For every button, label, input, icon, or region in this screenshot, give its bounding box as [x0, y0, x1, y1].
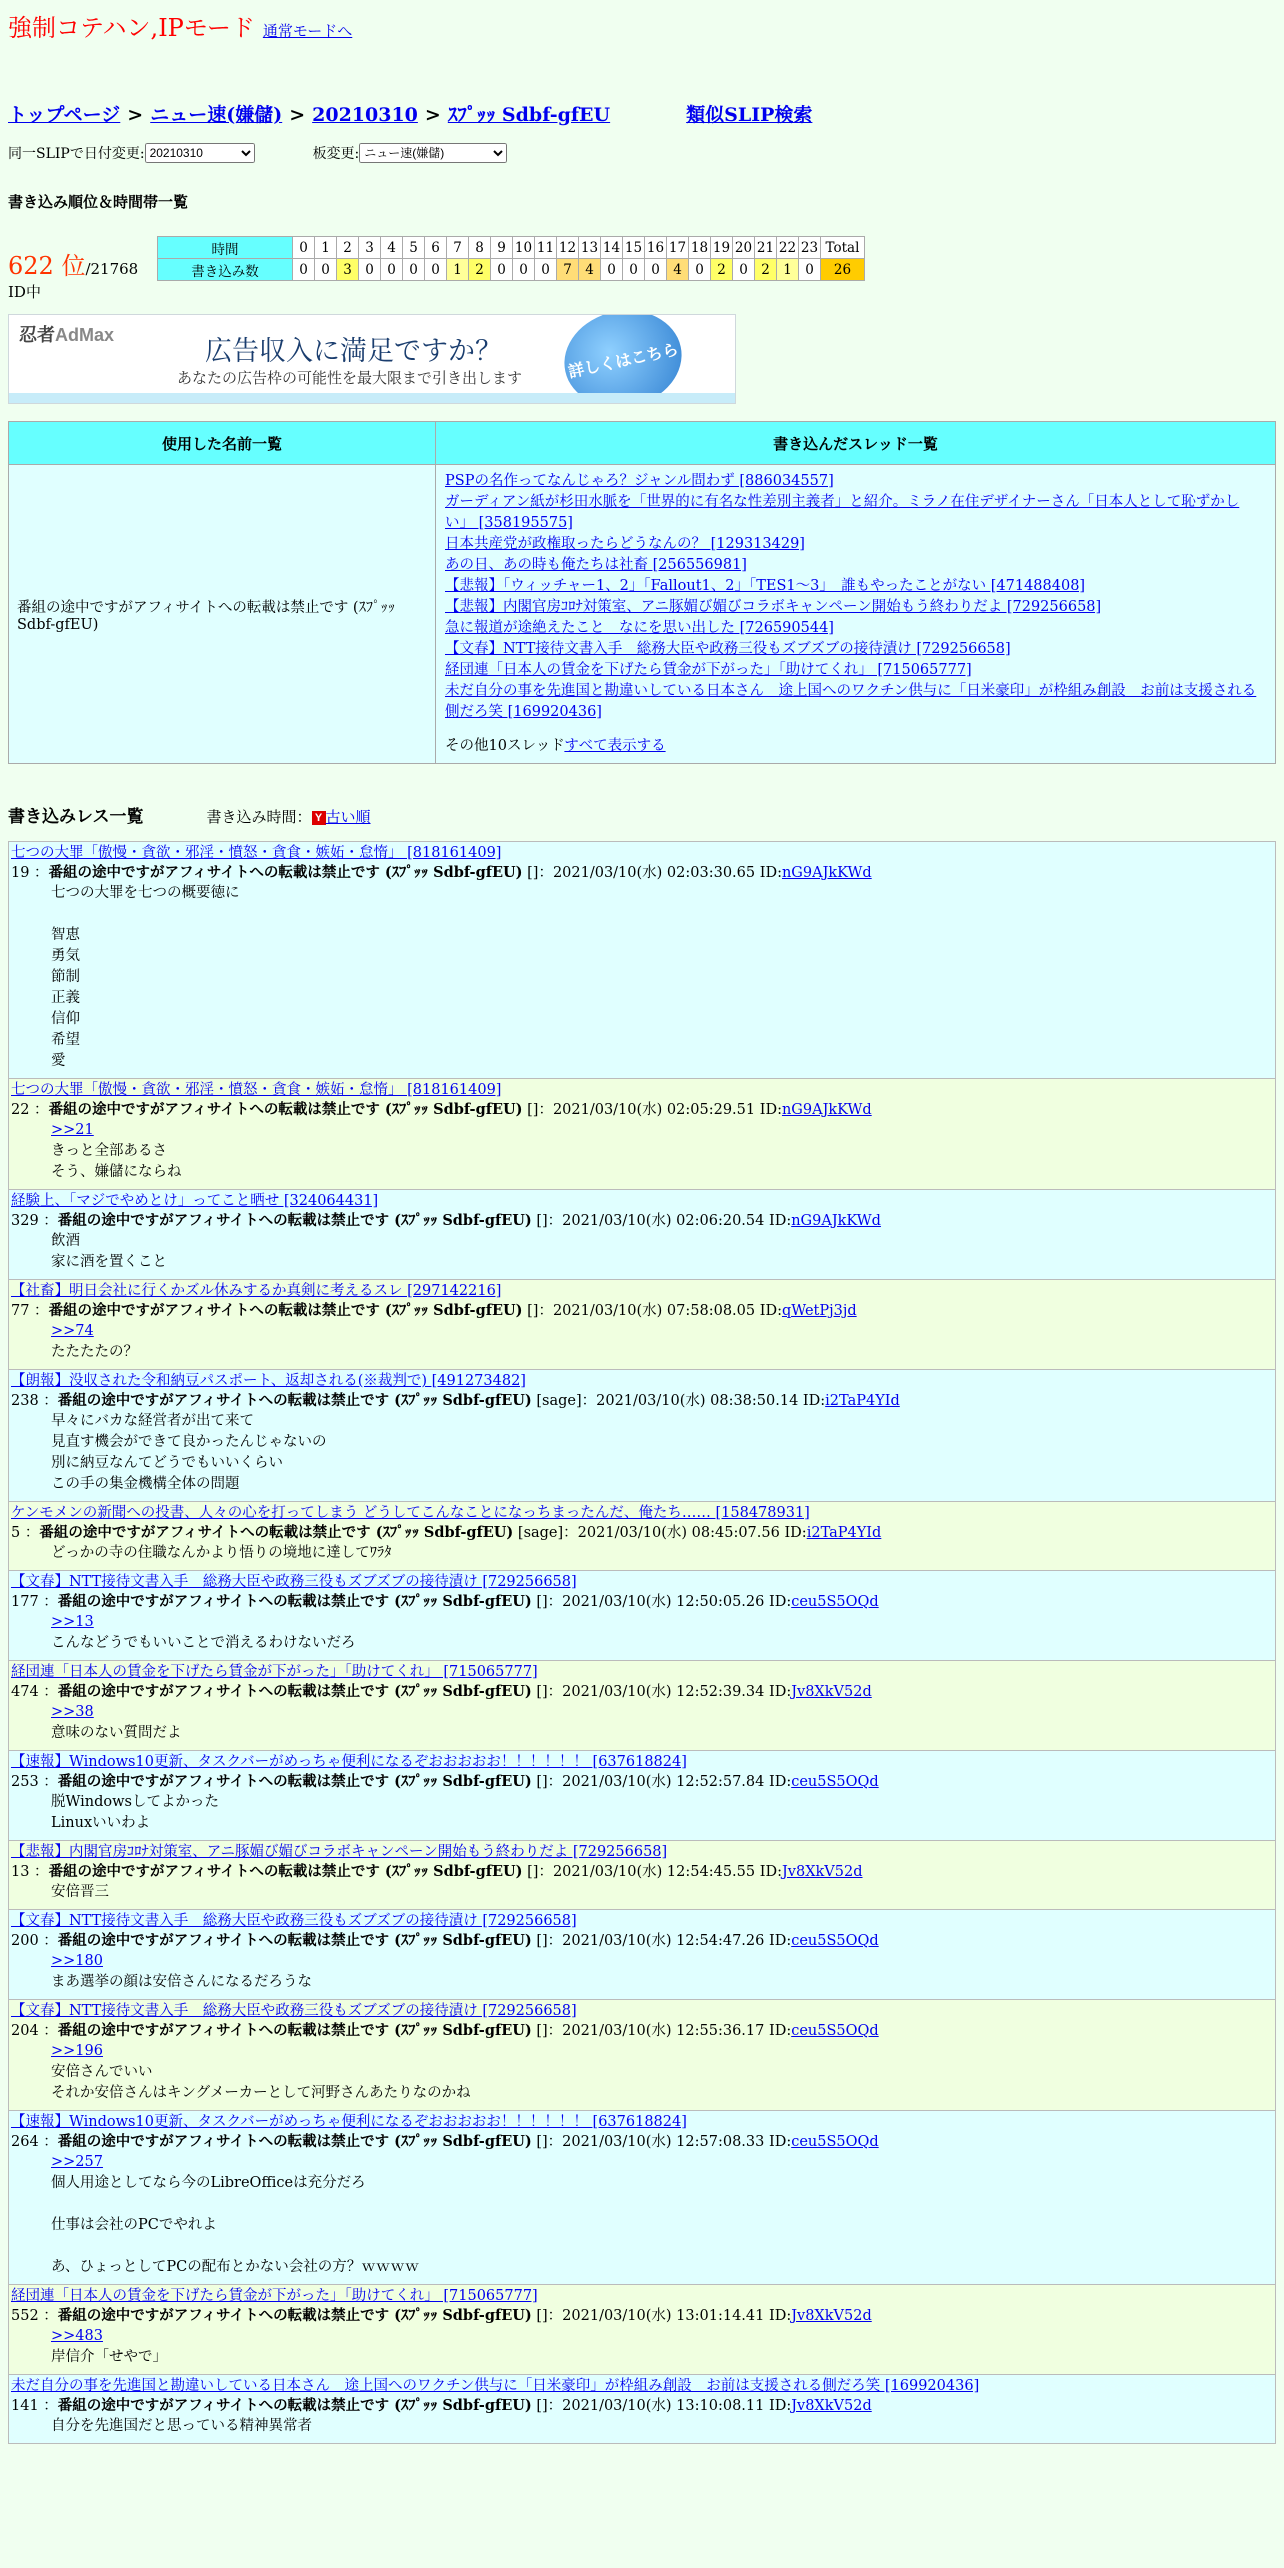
post-number: 204 ：: [11, 2023, 58, 2039]
post-id-link[interactable]: nG9AJkKWd: [791, 1213, 881, 1229]
count-cell: 0: [645, 259, 667, 281]
post-number: 264 ：: [11, 2134, 58, 2150]
post-thread-link[interactable]: 経験上、「マジでやめとけ」ってこと晒せ [324064431]: [11, 1193, 379, 1209]
hour-cell: 22: [777, 237, 799, 259]
thread-list: [436, 465, 1276, 764]
post-body: [51, 1120, 1275, 1183]
thread-link[interactable]: 【文春】NTT接待文書入手 総務大臣や政務三役もズブズブの接待漬け [729256658]: [445, 641, 1011, 657]
post-id-link[interactable]: Jv8XkV52d: [791, 1684, 872, 1700]
thread-link[interactable]: あの日、あの時も俺たちは社畜 [256556981]: [445, 557, 747, 573]
count-cell: 0: [491, 259, 513, 281]
hour-cell: 5: [403, 237, 425, 259]
post-date: []：2021/03/10(水) 07:58:08.05 ID:: [522, 1303, 782, 1319]
post-text: どっかの寺の住職なんかより悟りの境地に達してﾜﾗﾀ: [51, 1545, 392, 1561]
post-meta: [11, 2396, 1275, 2416]
hour-cell: 6: [425, 237, 447, 259]
post-name: 番組の途中ですがアフィサイトへの転載は禁止です (ｽﾌﾟｯｯ Sdbf-gfEU): [48, 1302, 523, 1319]
post-id-link[interactable]: qWetPj3jd: [781, 1303, 857, 1319]
normal-mode-link[interactable]: 通常モードへ: [262, 22, 353, 40]
post-date: []：2021/03/10(水) 12:55:36.17 ID:: [531, 2023, 792, 2039]
hour-cell: 10: [513, 237, 535, 259]
breadcrumb-board[interactable]: ニュー速(嫌儲): [150, 104, 283, 126]
thread-link[interactable]: 経団連「日本人の賃金を下げたら賃金が下がった」「助けてくれ」 [715065777]: [445, 662, 972, 678]
show-all-threads-link[interactable]: すべて表示する: [564, 738, 666, 754]
post-date: []：2021/03/10(水) 02:05:29.51 ID:: [522, 1102, 782, 1118]
post-text: 個人用途としてなら今のLibreOfficeは充分だろ 仕事は会社のPCでやれよ あ、ひょっとしてPCの配布とかない会社の方？ｗｗｗｗ: [51, 2175, 420, 2275]
ranking-row: [8, 236, 1276, 302]
sort-control: [207, 806, 371, 827]
reply-anchor-link[interactable]: >>180: [51, 1953, 103, 1969]
more-threads: その他10スレッドすべて表示する: [445, 738, 666, 754]
post-date: []：2021/03/10(水) 13:10:08.11 ID:: [531, 2398, 792, 2414]
date-select[interactable]: [145, 143, 255, 163]
count-cell: 2: [469, 259, 491, 281]
post-thread-link[interactable]: 【文春】NTT接待文書入手 総務大臣や政務三役もズブズブの接待漬け [729256658]: [11, 1574, 577, 1590]
post-number: 13 ：: [11, 1864, 49, 1880]
post-meta: [11, 1862, 1275, 1882]
breadcrumb-slip[interactable]: ｽﾌﾟｯｯ Sdbf-gfEU: [447, 104, 611, 126]
post-thread-link[interactable]: 【速報】Windows10更新、タスクバーがめっちゃ便利になるぞおおおおお！！！！！！ [637618824]: [11, 2114, 687, 2130]
post-date: []：2021/03/10(水) 12:57:08.33 ID:: [531, 2134, 792, 2150]
post-text: 自分を先進国だと思っている精神異常者: [51, 2418, 312, 2434]
post-number: 5 ：: [11, 1525, 40, 1541]
post-thread-link[interactable]: 七つの大罪「傲慢・貪欲・邪淫・憤怒・貪食・嫉妬・怠惰」 [818161409]: [11, 845, 502, 861]
post-date: []：2021/03/10(水) 12:52:57.84 ID:: [531, 1774, 792, 1790]
reply-anchor-link[interactable]: >>13: [51, 1614, 94, 1630]
breadcrumb-sep: >: [127, 104, 144, 126]
hour-cell: 8: [469, 237, 491, 259]
post-name: 番組の途中ですがアフィサイトへの転載は禁止です (ｽﾌﾟｯｯ Sdbf-gfEU): [57, 2397, 532, 2414]
breadcrumb-sep: >: [424, 104, 441, 126]
post-body: [51, 1411, 1275, 1495]
ad-subtext: あなたの広告枠の可能性を最大限まで引き出します: [177, 370, 523, 387]
count-cell: 1: [777, 259, 799, 281]
count-cell: 0: [601, 259, 623, 281]
reply-anchor-link[interactable]: >>74: [51, 1323, 94, 1339]
post-name: 番組の途中ですがアフィサイトへの転載は禁止です (ｽﾌﾟｯｯ Sdbf-gfEU): [57, 1932, 532, 1949]
post-id-link[interactable]: Jv8XkV52d: [791, 2308, 872, 2324]
post-meta: [11, 2132, 1275, 2152]
response-post: [8, 1571, 1276, 1661]
post-text: たたたたの？: [51, 1344, 138, 1360]
thread-link[interactable]: PSPの名作ってなんじゃろ？ジャンル問わず [886034557]: [445, 473, 834, 489]
count-cell: 0: [513, 259, 535, 281]
threads-column-header: 書き込んだスレッド一覧: [436, 422, 1276, 465]
post-id-link[interactable]: nG9AJkKWd: [781, 865, 872, 881]
post-date: [sage]：2021/03/10(水) 08:38:50.14 ID:: [531, 1393, 826, 1409]
responses-heading: 書き込みレス一覧: [8, 807, 144, 827]
names-column-header: 使用した名前一覧: [9, 422, 436, 465]
response-post: [8, 2000, 1276, 2111]
hour-cell: 7: [447, 237, 469, 259]
count-cell: 2: [755, 259, 777, 281]
summary-table: [8, 421, 1276, 764]
post-thread-link[interactable]: 【文春】NTT接待文書入手 総務大臣や政務三役もズブズブの接待漬け [729256658]: [11, 2003, 577, 2019]
time-label: 書き込み時間：: [206, 808, 312, 826]
post-date: []：2021/03/10(水) 12:54:47.26 ID:: [531, 1933, 792, 1949]
post-thread-link[interactable]: 【文春】NTT接待文書入手 総務大臣や政務三役もズブズブの接待漬け [729256658]: [11, 1913, 577, 1929]
hour-cell: 20: [733, 237, 755, 259]
hour-cell: 19: [711, 237, 733, 259]
post-thread-link[interactable]: 【悲報】内閣官房ｺﾛﾅ対策室、アニ豚媚び媚びコラボキャンペーン開始もう終わりだよ [729256658]: [11, 1844, 668, 1860]
count-cell: 1: [447, 259, 469, 281]
post-text: 岸信介「せやで」: [51, 2349, 167, 2365]
post-name: 番組の途中ですがアフィサイトへの転載は禁止です (ｽﾌﾟｯｯ Sdbf-gfEU): [57, 1593, 532, 1610]
thread-link[interactable]: 日本共産党が政権取ったらどうなんの？ [129313429]: [445, 536, 805, 552]
post-name: 番組の途中ですがアフィサイトへの転載は禁止です (ｽﾌﾟｯｯ Sdbf-gfEU): [48, 1863, 523, 1880]
post-number: 77 ：: [11, 1303, 49, 1319]
hour-cell: 18: [689, 237, 711, 259]
count-cell: 0: [315, 259, 337, 281]
post-name: 番組の途中ですがアフィサイトへの転載は禁止です (ｽﾌﾟｯｯ Sdbf-gfEU): [57, 1683, 532, 1700]
post-body: [51, 1951, 1275, 1993]
post-id-link[interactable]: Jv8XkV52d: [781, 1864, 863, 1880]
hour-cell: 9: [491, 237, 513, 259]
post-meta: [11, 1211, 1275, 1231]
thread-link[interactable]: ガーディアン紙が杉田水脈を「世界的に有名な性差別主義者」と紹介。ミラノ在住デザイナーさん「日本人として恥ずかしい」 [358195575]: [445, 494, 1240, 531]
post-body: [51, 1792, 1275, 1834]
post-text: 七つの大罪を七つの概要徳に 智恵 勇気 節制 正義 信仰 希望 愛: [51, 885, 240, 1069]
ad-band: [9, 393, 735, 403]
hour-cell: 14: [601, 237, 623, 259]
hour-cell: 13: [579, 237, 601, 259]
breadcrumb-top[interactable]: トップページ: [8, 104, 121, 126]
count-cell: 0: [799, 259, 821, 281]
post-text: まあ選挙の顔は安倍さんになるだろうな: [51, 1974, 312, 1990]
counts-row: [158, 259, 865, 281]
post-body: [51, 2416, 1275, 2437]
similar-slip-search-link[interactable]: 類似SLIP検索: [686, 104, 813, 126]
count-cell: 0: [535, 259, 557, 281]
post-text: 飲酒 家に酒を置くこと: [51, 1233, 167, 1270]
ranking-heading: 書き込み順位＆時間帯一覧: [8, 193, 189, 211]
post-number: 19 ：: [11, 865, 49, 881]
post-text: 安倍さんでいい それか安倍さんはキングメーカーとして河野さんあたりなのかね: [51, 2064, 471, 2101]
count-cell: 0: [689, 259, 711, 281]
count-cell: 4: [667, 259, 689, 281]
post-text: 早々にバカな経営者が出て来て 見直す機会ができて良かったんじゃないの 別に納豆なんてどうでもいいくらい この手の集金機構全体の問題: [51, 1413, 327, 1492]
post-meta: [11, 1523, 1275, 1543]
post-meta: [11, 2306, 1275, 2326]
response-post: [8, 841, 1276, 1079]
post-date: []：2021/03/10(水) 13:01:14.41 ID:: [531, 2308, 792, 2324]
response-list: [8, 841, 1276, 2444]
post-thread-link[interactable]: ケンモメンの新聞への投書、人々の心を打ってしまう どうしてこんなことになっちまったんだ、俺たち…… [158478931]: [11, 1505, 810, 1521]
post-body: [51, 1231, 1275, 1273]
ad-details-button[interactable]: 詳しくはこちら: [555, 314, 690, 404]
hour-cell: 11: [535, 237, 557, 259]
reply-anchor-link[interactable]: >>483: [51, 2328, 103, 2344]
post-name: 番組の途中ですがアフィサイトへの転載は禁止です (ｽﾌﾟｯｯ Sdbf-gfEU): [48, 864, 523, 881]
post-text: 脱Windowsしてよかった Linuxいいわよ: [51, 1794, 219, 1831]
response-post: [8, 2111, 1276, 2285]
post-id-link[interactable]: nG9AJkKWd: [781, 1102, 872, 1118]
post-id-link[interactable]: i2TaP4YId: [806, 1525, 882, 1541]
post-id-link[interactable]: ceu5S5OQd: [791, 1774, 879, 1790]
response-post: [8, 1280, 1276, 1370]
response-post: [8, 1661, 1276, 1751]
post-name: 番組の途中ですがアフィサイトへの転載は禁止です (ｽﾌﾟｯｯ Sdbf-gfEU): [57, 2022, 532, 2039]
post-date: [sage]：2021/03/10(水) 08:45:07.56 ID:: [513, 1525, 807, 1541]
post-date: []：2021/03/10(水) 12:54:45.55 ID:: [522, 1864, 782, 1880]
response-post: [8, 1502, 1276, 1571]
post-date: []：2021/03/10(水) 12:52:39.34 ID:: [531, 1684, 792, 1700]
post-meta: [11, 1931, 1275, 1951]
hour-cell: 23: [799, 237, 821, 259]
post-meta: [11, 1682, 1275, 1702]
count-cell: 3: [337, 259, 359, 281]
post-name: 番組の途中ですがアフィサイトへの転載は禁止です (ｽﾌﾟｯｯ Sdbf-gfEU): [57, 1392, 532, 1409]
mode-title: 強制コテハン,IPモード: [8, 14, 255, 42]
post-text: こんなどうでもいいことで消えるわけないだろ: [51, 1635, 356, 1651]
hour-cell: 1: [315, 237, 337, 259]
counts-label: 書き込み数: [158, 259, 293, 281]
hour-cell: Total: [821, 237, 865, 259]
post-body: [51, 1702, 1275, 1744]
post-body: [51, 1882, 1275, 1903]
hourly-table: [157, 236, 865, 281]
hour-cell: 12: [557, 237, 579, 259]
post-name: 番組の途中ですがアフィサイトへの転載は禁止です (ｽﾌﾟｯｯ Sdbf-gfEU): [48, 1101, 523, 1118]
post-number: 238 ：: [11, 1393, 58, 1409]
reply-anchor-link[interactable]: >>257: [51, 2154, 103, 2170]
response-post: [8, 2375, 1276, 2444]
count-cell: 0: [359, 259, 381, 281]
post-body: [51, 883, 1275, 1072]
count-cell: 0: [425, 259, 447, 281]
post-meta: [11, 2021, 1275, 2041]
count-cell: 0: [733, 259, 755, 281]
post-name: 番組の途中ですがアフィサイトへの転載は禁止です (ｽﾌﾟｯｯ Sdbf-gfEU): [39, 1524, 514, 1541]
used-name: 番組の途中ですがアフィサイトへの転載は禁止です (ｽﾌﾟｯｯ Sdbf-gfEU): [9, 465, 436, 764]
count-cell: 0: [623, 259, 645, 281]
count-cell: 0: [403, 259, 425, 281]
count-cell: 2: [711, 259, 733, 281]
hour-cell: 16: [645, 237, 667, 259]
reply-anchor-link[interactable]: >>196: [51, 2043, 103, 2059]
ad-headline: 広告収入に満足ですか？: [205, 336, 502, 366]
reply-anchor-link[interactable]: >>38: [51, 1704, 94, 1720]
post-number: 177 ：: [11, 1594, 58, 1610]
post-thread-link[interactable]: 経団連「日本人の賃金を下げたら賃金が下がった」「助けてくれ」 [715065777]: [11, 2288, 538, 2304]
post-number: 200 ：: [11, 1933, 58, 1949]
post-body: [51, 2326, 1275, 2368]
count-cell: 26: [821, 259, 865, 281]
post-id-link[interactable]: ceu5S5OQd: [791, 1594, 879, 1610]
response-post: [8, 1370, 1276, 1502]
board-select[interactable]: [359, 143, 507, 163]
post-text: きっと全部あるさ そう、嫌儲にならね: [51, 1143, 182, 1180]
breadcrumb-date[interactable]: 20210310: [312, 104, 418, 126]
post-id-link[interactable]: ceu5S5OQd: [791, 2023, 879, 2039]
post-number: 474 ：: [11, 1684, 58, 1700]
post-number: 22 ：: [11, 1102, 49, 1118]
post-id-link[interactable]: ceu5S5OQd: [791, 1933, 879, 1949]
count-cell: 0: [381, 259, 403, 281]
thread-link[interactable]: 急に報道が途絶えたこと なにを思い出した [726590544]: [445, 620, 834, 636]
post-id-link[interactable]: Jv8XkV52d: [791, 2398, 872, 2414]
count-cell: 7: [557, 259, 579, 281]
hour-cell: 21: [755, 237, 777, 259]
thread-link[interactable]: 未だ自分の事を先進国と勘違いしている日本さん 途上国へのワクチン供与に「日米豪印」が枠組み創設 お前は支援される側だろ笑 [169920436]: [445, 683, 1257, 720]
response-post: [8, 1751, 1276, 1841]
sort-arrow-icon: Y: [312, 811, 326, 825]
post-name: 番組の途中ですがアフィサイトへの転載は禁止です (ｽﾌﾟｯｯ Sdbf-gfEU): [57, 1212, 532, 1229]
post-date: []：2021/03/10(水) 12:50:05.26 ID:: [531, 1594, 792, 1610]
post-meta: [11, 1100, 1275, 1120]
rank-number: 622 位: [8, 252, 86, 280]
responses-header: [8, 802, 1276, 827]
post-text: 意味のない質問だよ: [51, 1725, 182, 1741]
post-body: [51, 2152, 1275, 2278]
post-name: 番組の途中ですがアフィサイトへの転載は禁止です (ｽﾌﾟｯｯ Sdbf-gfEU): [57, 2133, 532, 2150]
hour-cell: 15: [623, 237, 645, 259]
date-select-label: 同一SLIPで日付変更:: [8, 146, 145, 162]
hours-label: 時間: [158, 237, 293, 259]
post-number: 552 ：: [11, 2308, 58, 2324]
post-body: [51, 1543, 1275, 1564]
post-id-link[interactable]: i2TaP4YId: [825, 1393, 900, 1409]
post-thread-link[interactable]: 経団連「日本人の賃金を下げたら賃金が下がった」「助けてくれ」 [715065777]: [11, 1664, 538, 1680]
sort-oldest-link[interactable]: 古い順: [325, 808, 371, 826]
post-id-link[interactable]: ceu5S5OQd: [791, 2134, 879, 2150]
breadcrumb: [8, 100, 1276, 127]
post-name: 番組の途中ですがアフィサイトへの転載は禁止です (ｽﾌﾟｯｯ Sdbf-gfEU): [57, 2307, 532, 2324]
reply-anchor-link[interactable]: >>21: [51, 1122, 94, 1138]
ad-logo: 忍者AdMax: [19, 325, 115, 345]
response-post: [8, 1841, 1276, 1910]
post-meta: [11, 863, 1275, 883]
post-meta: [11, 1391, 1275, 1411]
rank-total: /21768 ID中: [8, 260, 139, 301]
post-body: [51, 1321, 1275, 1363]
post-body: [51, 2041, 1275, 2104]
selector-row: [8, 143, 1276, 163]
hours-row: [158, 237, 865, 259]
post-number: 141 ：: [11, 2398, 58, 2414]
response-post: [8, 2285, 1276, 2375]
breadcrumb-sep: >: [289, 104, 306, 126]
post-thread-link[interactable]: 七つの大罪「傲慢・貪欲・邪淫・憤怒・貪食・嫉妬・怠惰」 [818161409]: [11, 1082, 502, 1098]
post-text: 安倍晋三: [51, 1884, 109, 1900]
post-meta: [11, 1301, 1275, 1321]
thread-link[interactable]: 【悲報】内閣官房ｺﾛﾅ対策室、アニ豚媚び媚びコラボキャンペーン開始もう終わりだよ [729256658]: [445, 599, 1102, 615]
count-cell: 4: [579, 259, 601, 281]
post-thread-link[interactable]: 未だ自分の事を先進国と勘違いしている日本さん 途上国へのワクチン供与に「日米豪印」が枠組み創設 お前は支援される側だろ笑 [169920436]: [11, 2378, 980, 2394]
ad-banner[interactable]: [8, 314, 736, 404]
mode-bar: [8, 8, 1276, 50]
rank-box: [8, 236, 157, 302]
post-number: 253 ：: [11, 1774, 58, 1790]
response-post: [8, 1910, 1276, 2000]
post-meta: [11, 1592, 1275, 1612]
post-date: []：2021/03/10(水) 02:03:30.65 ID:: [522, 865, 782, 881]
post-thread-link[interactable]: 【朗報】没収された令和納豆パスポート、返却される(※裁判で) [491273482]: [11, 1373, 526, 1389]
post-meta: [11, 1772, 1275, 1792]
count-cell: 0: [293, 259, 315, 281]
hour-cell: 4: [381, 237, 403, 259]
hour-cell: 3: [359, 237, 381, 259]
response-post: [8, 1079, 1276, 1190]
hour-cell: 17: [667, 237, 689, 259]
response-post: [8, 1190, 1276, 1280]
post-date: []：2021/03/10(水) 02:06:20.54 ID:: [531, 1213, 792, 1229]
post-thread-link[interactable]: 【速報】Windows10更新、タスクバーがめっちゃ便利になるぞおおおおお！！！！！！ [637618824]: [11, 1754, 687, 1770]
post-name: 番組の途中ですがアフィサイトへの転載は禁止です (ｽﾌﾟｯｯ Sdbf-gfEU): [57, 1773, 532, 1790]
post-number: 329 ：: [11, 1213, 58, 1229]
board-select-label: 板変更:: [312, 146, 360, 162]
hour-cell: 0: [293, 237, 315, 259]
post-thread-link[interactable]: 【社畜】明日会社に行くかズル休みするか真剣に考えるスレ [297142216]: [11, 1283, 502, 1299]
post-body: [51, 1612, 1275, 1654]
hour-cell: 2: [337, 237, 359, 259]
thread-link[interactable]: 【悲報】「ウィッチャー1、2」「Fallout1、2」「TES1～3」 誰もやったことがない [471488408]: [445, 578, 1086, 594]
